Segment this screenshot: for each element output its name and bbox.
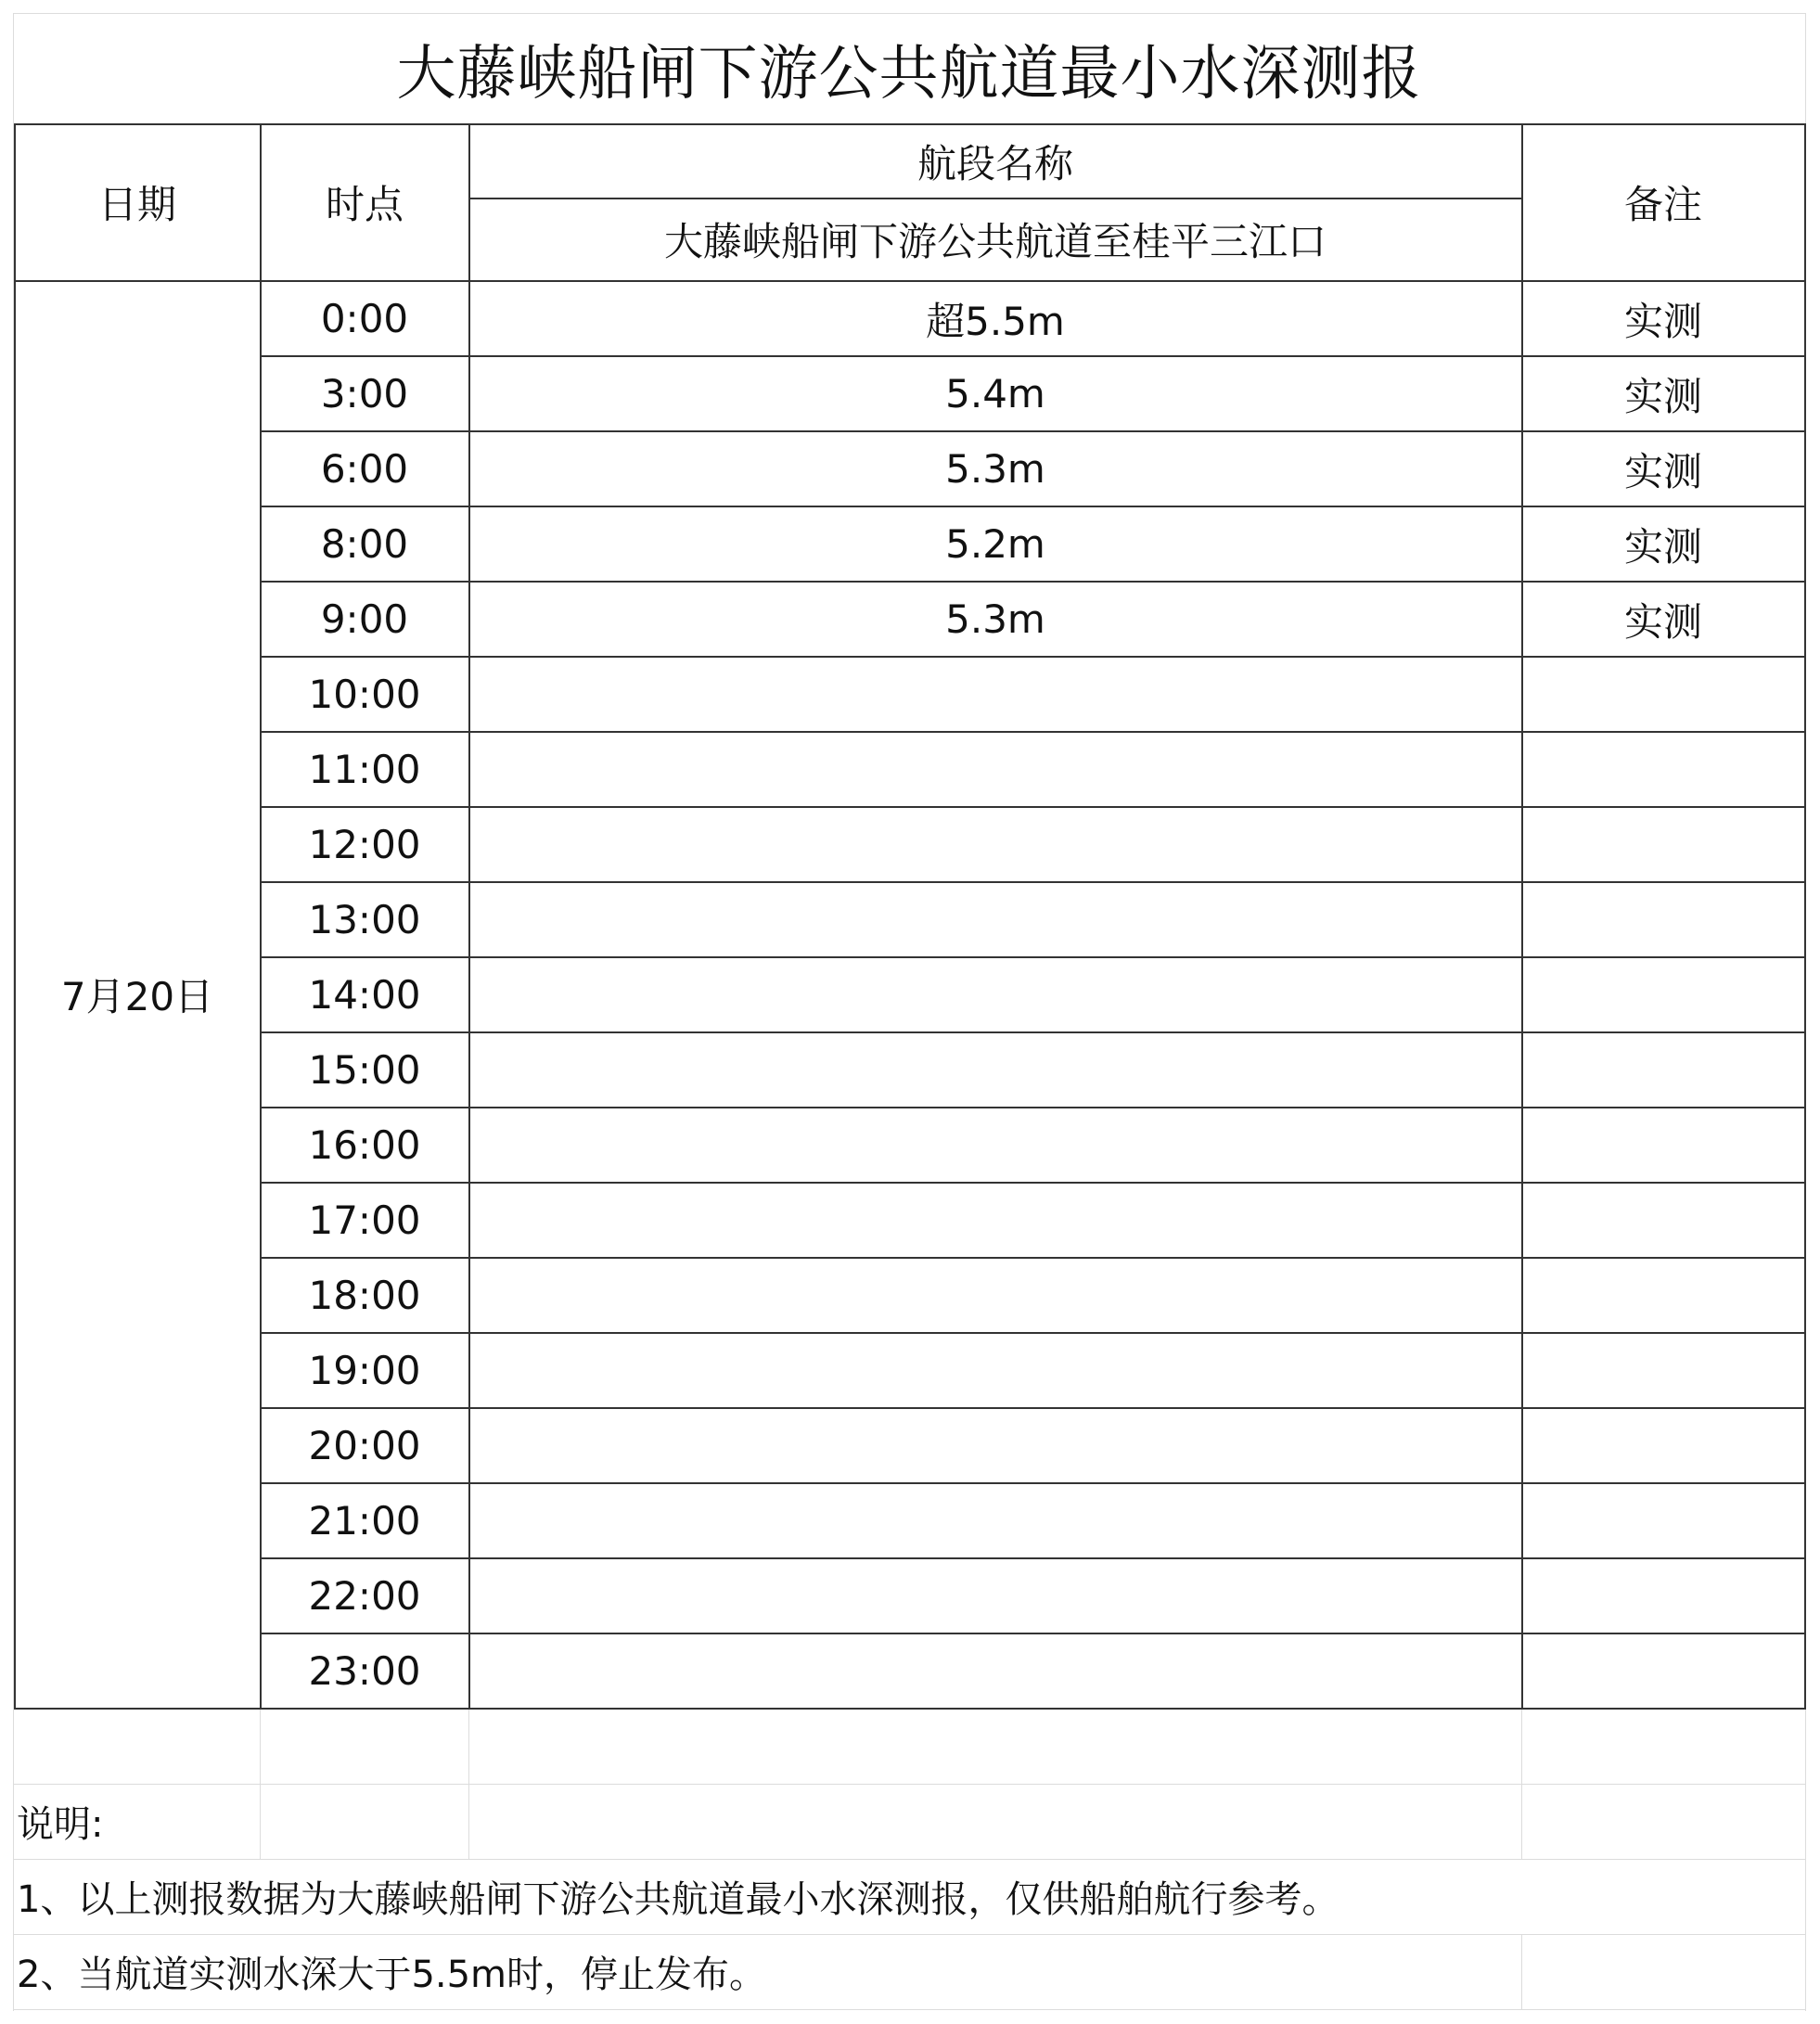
remark-cell: 实测	[1623, 448, 1702, 494]
remark-cell	[1522, 1333, 1804, 1408]
remark-cell	[1522, 1558, 1804, 1633]
time-cell: 19:00	[308, 1348, 421, 1393]
depth-cell	[469, 1633, 1521, 1709]
depth-cell	[469, 807, 1521, 882]
time-cell: 9:00	[320, 596, 409, 642]
depth-cell	[469, 1032, 1521, 1108]
time-cell: 20:00	[308, 1423, 421, 1468]
remark-cell	[1522, 1183, 1804, 1258]
depth-cell	[469, 1408, 1521, 1483]
remark-cell	[1522, 1032, 1804, 1108]
date-cell: 7月20日	[60, 974, 214, 1019]
remark-cell: 实测	[1623, 598, 1702, 645]
depth-cell	[469, 732, 1521, 807]
time-cell: 10:00	[308, 672, 421, 717]
remark-cell	[1522, 657, 1804, 732]
time-cell: 21:00	[308, 1498, 421, 1544]
depth-cell: 5.3m	[945, 596, 1045, 642]
depth-cell	[469, 657, 1521, 732]
remark-cell	[1522, 957, 1804, 1032]
time-cell: 13:00	[308, 897, 421, 942]
time-cell: 8:00	[320, 521, 409, 567]
remark-cell: 实测	[1623, 373, 1702, 419]
header-section-name: 大藤峡船闸下游公共航道至桂平三江口	[663, 219, 1327, 264]
remark-cell	[1522, 732, 1804, 807]
remark-cell: 实测	[1623, 523, 1702, 570]
depth-cell	[469, 882, 1521, 957]
depth-cell	[469, 1258, 1521, 1333]
time-cell: 15:00	[308, 1047, 421, 1093]
page-title: 大藤峡船闸下游公共航道最小水深测报	[396, 40, 1422, 109]
header-date: 日期	[97, 182, 176, 227]
header-time: 时点	[325, 182, 404, 227]
remark-cell	[1522, 1633, 1804, 1709]
notes-line-2: 2、当航道实测水深大于5.5m时，停止发布。	[17, 1954, 767, 1996]
remark-cell	[1522, 807, 1804, 882]
depth-cell	[469, 957, 1521, 1032]
remark-cell: 实测	[1623, 298, 1702, 344]
remark-cell	[1522, 1258, 1804, 1333]
header-remark: 备注	[1623, 182, 1702, 227]
time-cell: 18:00	[308, 1273, 421, 1318]
time-cell: 12:00	[308, 822, 421, 867]
time-cell: 14:00	[308, 972, 421, 1018]
time-cell: 11:00	[308, 747, 421, 792]
depth-cell: 5.3m	[945, 446, 1045, 492]
depth-cell	[469, 1108, 1521, 1183]
time-cell: 17:00	[308, 1198, 421, 1243]
header-section-group: 航段名称	[916, 141, 1073, 186]
remark-cell	[1522, 1483, 1804, 1558]
depth-cell: 5.2m	[945, 521, 1045, 567]
time-cell: 6:00	[320, 446, 409, 492]
remark-cell	[1522, 1108, 1804, 1183]
notes-heading: 说明:	[17, 1803, 104, 1846]
remark-cell	[1522, 882, 1804, 957]
time-cell: 16:00	[308, 1122, 421, 1168]
remark-cell	[1522, 1408, 1804, 1483]
time-cell: 22:00	[308, 1573, 421, 1619]
time-cell: 23:00	[308, 1648, 421, 1694]
depth-cell	[469, 1483, 1521, 1558]
depth-cell	[469, 1558, 1521, 1633]
depth-cell: 5.4m	[945, 371, 1045, 416]
notes-line-1: 1、以上测报数据为大藤峡船闸下游公共航道最小水深测报，仅供船舶航行参考。	[17, 1878, 1339, 1921]
depth-cell: 超5.5m	[926, 298, 1065, 344]
depth-cell	[469, 1333, 1521, 1408]
depth-cell	[469, 1183, 1521, 1258]
time-cell: 3:00	[320, 371, 409, 416]
time-cell: 0:00	[320, 296, 409, 341]
